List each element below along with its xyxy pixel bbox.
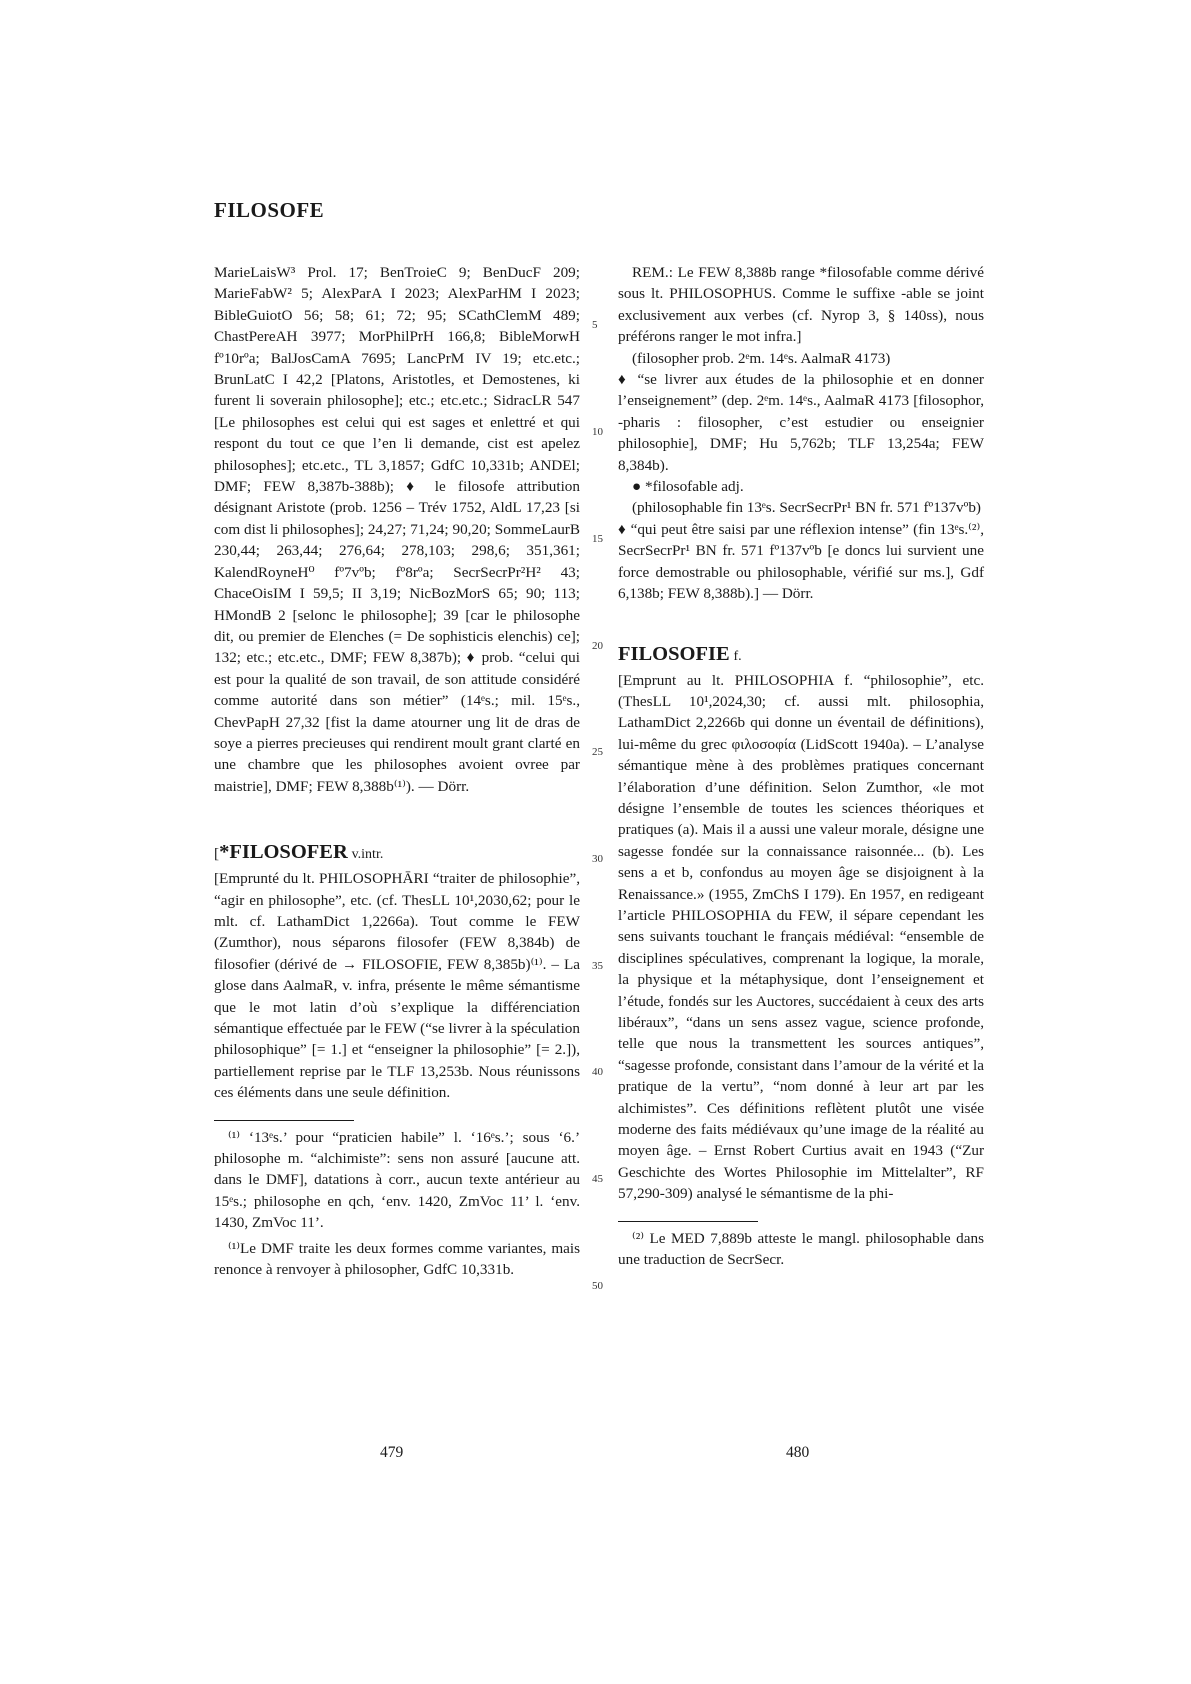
sense-filosofable: ♦ “qui peut être saisi par une réflexion intense” (fin 13ᵉs.⁽²⁾, SecrSecrPr¹ BN fr. 571 fº137vºb [e doncs lui survient une force demostrable ou philosophable, vérifié sur ms.], Gdf 6,138b; FEW 8,388b).] — Dörr. xyxy=(618,520,984,603)
attestation-filosopher: (filosopher prob. 2ᵉm. 14ᵉs. AalmaR 4173) xyxy=(632,349,891,367)
line-number: 25 xyxy=(592,746,603,758)
line-number: 5 xyxy=(592,319,598,331)
line-number: 45 xyxy=(592,1173,603,1185)
headword-filosofer: *FILOSOFER xyxy=(219,841,348,864)
footnote-rule xyxy=(214,1120,354,1121)
line-number: 50 xyxy=(592,1280,603,1292)
attestation-filosofable: (philosophable fin 13ᵉs. SecrSecrPr¹ BN fr. 571 fº137vºb) xyxy=(632,499,981,517)
page-number-right: 480 xyxy=(786,1444,810,1461)
rem-paragraph: REM.: Le FEW 8,388b range *filosofable comme dérivé sous lt. PHILOSOPHUS. Comme le suffixe -able se joint exclusivement aux verbes (cf. Nyrop 3, § 140ss), nous préférons ranger le mot infra.] xyxy=(618,264,984,346)
entry-bracket: [ xyxy=(214,845,220,863)
line-number: 15 xyxy=(592,533,603,545)
sense-filosopher: ♦ “se livrer aux études de la philosophie et en donner l’enseignement” (dep. 2ᵉm. 14ᵉs., AalmaR 4173 [filosophor, -pharis : filosopher, c’est estudier ou enseignier philosophie], DMF; Hu 5,762b; TLF 13,254a; FEW 8,384b). xyxy=(618,371,984,474)
entry-heading-filosofie xyxy=(618,641,984,670)
etymology-filosofer: [Emprunté du lt. PHILOSOPHĀRI “traiter de philosophie”, “agir en philosophe”, etc. (cf. ThesLL 10¹,2030,62; pour le mlt. cf. LathamDict 1,2266a). Tout comme le FEW (Zumthor), nous séparons filosofer (FEW 8,384b) de filosofier (dérivé de → FILOSOFIE, FEW 8,385b)⁽¹⁾. – La glose dans AalmaR, v. infra, présente le même sémantisme que le mot latin d’où s’explique la différenciation sémantique effectuée par le FEW (“se livrer à la spéculation philosophique” [= 1.] et “enseigner la philosophie” [= 2.]), partiellement reprise par le TLF 13,253b. Nous réunissons ces éléments dans une seule définition. xyxy=(214,870,580,1102)
entry-heading-filosofer xyxy=(214,839,580,868)
footnote-rule-right xyxy=(618,1221,758,1222)
footnote-1: ⁽¹⁾ ‘13ᵉs.’ pour “praticien habile” l. ‘16ᵉs.’; sous ‘6.’ philosophe m. “alchimiste”: sens non assuré [aucune att. dans le DMF], datations à corr., aucun texte antérieur au 15ᵉs.; philosophe en qch, ‘env. 1420, ZmVoc 11’ l. ‘env. 1430, ZmVoc 11’. xyxy=(214,1128,580,1232)
line-number: 30 xyxy=(592,853,603,865)
opening-paragraph: MarieLaisW³ Prol. 17; BenTroieC 9; BenDucF 209; MarieFabW² 5; AlexParA I 2023; AlexParHM I 2023; BibleGuiotO 56; 58; 61; 72; 95; SCathClemM 489; ChastPereAH 3977; MorPhilPrH 166,8; BibleMorwH fº10rºa; BalJosCamA 7695; LancPrM IV 19; etc.etc.; BrunLatC I 42,2 [Platons, Aristotles, et Demostenes, ki furent li soverain philosophe]; etc.; etc.etc.; SidracLR 547 [Le philosophes est celui qui est sages et enlettré et qui respont du tout ce que l’en li demande, cist est apelez philosophes]; etc.etc., TL 3,1857; GdfC 10,331b; ANDEl; DMF; FEW 8,387b-388b); ♦ le filosofe attribution désignant Aristote (prob. 1256 – Trév 1752, AldL 17,23 [si com dist li philosophes]; 24,27; 71,24; 90,20; SommeLaurB 230,44; 263,44; 276,64; 278,103; 298,6; 351,361; KalendRoyneH⁰ fº7vºb; fº8rºa; SecrSecrPr²H² 43; ChaceOisIM I 59,5; II 3,19; NicBozMorS 65; 90; 113; HMondB 2 [selonc le philosophe]; 39 [car le philosophe dit, ou premier de Elenches (= De sophisticis elenchis) ce]; 132; etc.; etc.etc., DMF; FEW 8,387b); ♦ prob. “celui qui est pour la qualité de son travail, de son attitude considéré comme autorité dans son métier” (14ᵉs.; mil. 15ᵉs., ChevPapH 27,32 [fist la dame atourner ung lit de dras de soye a pierres precieuses qui rendirent moult grant clarté en une chambre que les philosophes avoient ovree par maistrie], DMF; FEW 8,388b⁽¹⁾). — Dörr. xyxy=(214,264,580,795)
subentry-filosofable: ● *filosofable adj. xyxy=(632,478,744,496)
category-filosofer: v.intr. xyxy=(351,847,384,863)
line-number: 10 xyxy=(592,426,603,438)
line-number: 40 xyxy=(592,1066,603,1078)
line-number: 20 xyxy=(592,640,603,652)
left-column xyxy=(214,262,580,1284)
page-number-left: 479 xyxy=(380,1444,404,1461)
line-number: 35 xyxy=(592,960,603,972)
etymology-filosofie: [Emprunt au lt. PHILOSOPHIA f. “philosophie”, etc. (ThesLL 10¹,2024,30; cf. aussi mlt. philosophia, LathamDict 2,2266b qui donne un éventail de définitions), lui-même du grec φιλοσοφία (LidScott 1940a). – L’analyse sémantique mène à des problèmes pratiques concernant l’élaboration d’une définition. Selon Zumthor, «le mot désigne l’ensemble de toutes les sciences théoriques et pratiques (a). Mais il a aussi une valeur morale, désigne une sagesse fondée sur la connaissance raisonnée... (b). Les sens a et b, confondus au moyen âge se disjoignent à la Renaissance.» (1955, ZmChS I 179). En 1957, en redigeant l’article PHILOSOPHIA du FEW, il sépare cependant les sens suivants touchant le français médiéval: “ensemble de disciplines spéculatives, comprenant la logique, la morale, la physique et la métaphysique, dont l’enseignement et l’étude, fondés sur les Auctores, succédaient à ceux des arts libéraux”, “dans un sens assez vague, science profonde, telle que nous la transmettent les sources antiques”, “sagesse profonde, consistant dans l’amour de la vérité et la pratique de la vertu”, “nom donné à leur art par les alchimistes”. Ces définitions reflètent plutôt une visée moderne des faits médiévaux qu’une image de la réalité au moyen âge. – Ernst Robert Curtius avait en 1943 (“Zur Geschichte des Wortes Philosophie im Mittelalter”, RF 57,290-309) analysé le sémantisme de la phi- xyxy=(618,671,984,1203)
running-head: FILOSOFE xyxy=(214,198,325,222)
right-column xyxy=(618,262,984,1274)
footnote-2: ⁽¹⁾Le DMF traite les deux formes comme variantes, mais renonce à renvoyer à philosopher, GdfC 10,331b. xyxy=(214,1239,580,1279)
footnote-right: ⁽²⁾ Le MED 7,889b atteste le mangl. philosophable dans une traduction de SecrSecr. xyxy=(618,1229,984,1269)
category-filosofie: f. xyxy=(733,648,742,664)
headword-filosofie: FILOSOFIE xyxy=(618,642,730,665)
